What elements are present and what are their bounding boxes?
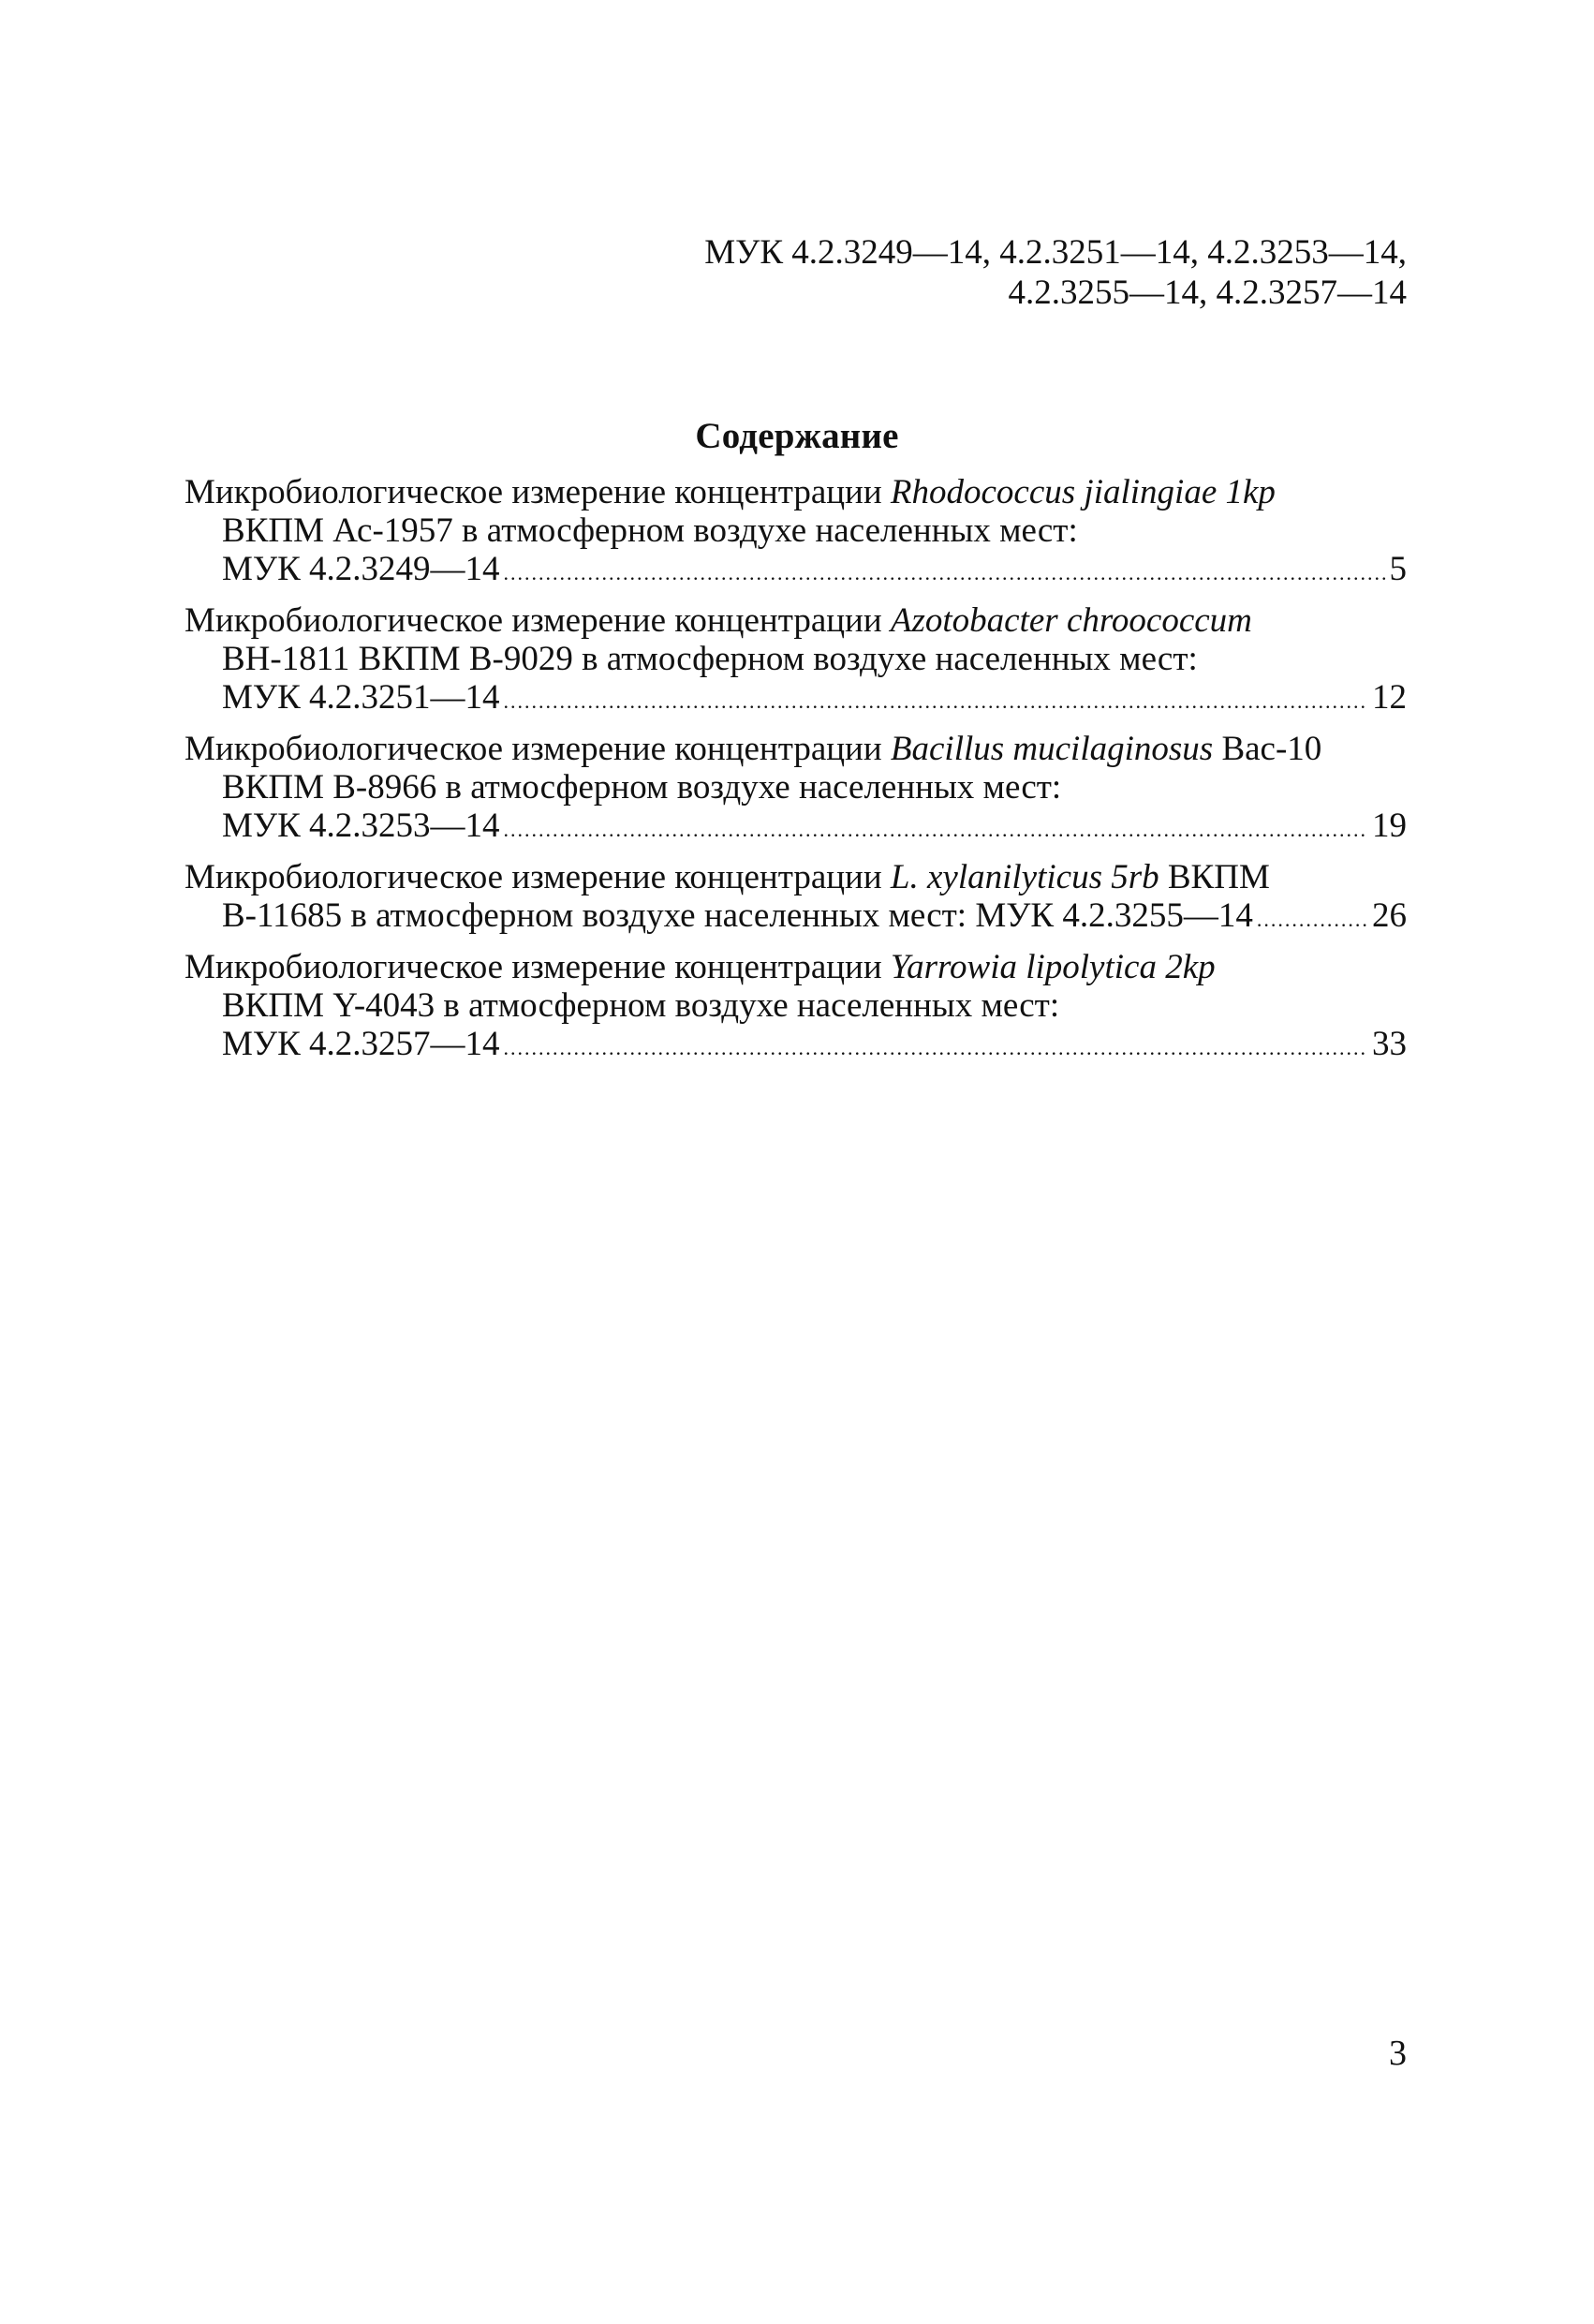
toc-entry-leader-line: [184, 678, 1407, 720]
toc-dot-leader: [504, 682, 1368, 720]
toc-entry-organism: Rhodococcus jialingiae 1kp: [890, 473, 1276, 511]
toc-entry-strain-line: ВН-1811 ВКПМ В-9029 в атмосферном воздухе населенных мест:: [222, 640, 1198, 678]
toc-entry-title-text: Микробиологическое измерение концентрации: [184, 473, 891, 511]
toc-entry-organism: Yarrowia lipolytica 2kp: [890, 948, 1216, 986]
toc-entry-title-text: Микробиологическое измерение концентрации: [184, 730, 891, 768]
toc-entry-title-suffix: ВКПМ: [1159, 858, 1270, 896]
toc-entry-strain-line: ВКПМ Y-4043 в атмосферном воздухе населенных мест:: [222, 986, 1060, 1025]
toc-entry[interactable]: [184, 948, 1407, 1067]
toc-entry[interactable]: [184, 858, 1407, 939]
toc-entry-strain-line: ВКПМ Ас-1957 в атмосферном воздухе населенных мест:: [222, 511, 1078, 550]
toc-entry[interactable]: [184, 473, 1407, 592]
toc-entry-page[interactable]: 26: [1372, 896, 1407, 935]
toc-entry-code: МУК 4.2.3251—14: [222, 678, 500, 717]
toc-entry-code: В-11685 в атмосферном воздухе населенных мест: МУК 4.2.3255—14: [222, 896, 1253, 935]
header-line-2: 4.2.3255—14, 4.2.3257—14: [1008, 274, 1407, 312]
toc-entry-code: МУК 4.2.3253—14: [222, 807, 500, 845]
toc-entry-title-line: [184, 858, 1407, 896]
toc-entry-page[interactable]: 12: [1372, 678, 1407, 717]
toc-title: Содержание: [695, 416, 899, 456]
document-header: [704, 232, 1407, 313]
toc-entry-strain-line: ВКПМ В-8966 в атмосферном воздухе населенных мест:: [222, 768, 1062, 807]
toc-entry-organism: Bacillus mucilaginosus: [890, 730, 1214, 768]
toc-entry-title-line: [184, 730, 1407, 768]
toc-entry-title-line: [184, 601, 1407, 640]
page-number: 3: [1389, 2034, 1407, 2073]
toc-entry-leader-line: [184, 1025, 1407, 1067]
toc-entry-title-line: [184, 473, 1407, 511]
table-of-contents: [184, 473, 1407, 1076]
toc-dot-leader: [1257, 900, 1368, 939]
toc-entry-organism: Azotobacter chroococcum: [890, 601, 1252, 640]
toc-dot-leader: [504, 810, 1368, 849]
toc-entry-title-text: Микробиологическое измерение концентрации: [184, 948, 891, 986]
toc-entry-page[interactable]: 19: [1372, 807, 1407, 845]
toc-dot-leader: [504, 554, 1386, 592]
header-line-1: МУК 4.2.3249—14, 4.2.3251—14, 4.2.3253—14,: [704, 233, 1407, 272]
toc-entry-organism: L. xylanilyticus 5rb: [890, 858, 1159, 896]
toc-entry[interactable]: [184, 601, 1407, 720]
toc-entry-title-suffix: Bac-10: [1213, 730, 1322, 768]
toc-entry[interactable]: [184, 730, 1407, 849]
toc-entry-title-line: [184, 948, 1407, 986]
toc-entry-code: МУК 4.2.3257—14: [222, 1025, 500, 1063]
toc-entry-title-text: Микробиологическое измерение концентрации: [184, 601, 891, 640]
toc-entry-leader-line: [184, 896, 1407, 939]
toc-entry-code: МУК 4.2.3249—14: [222, 550, 500, 588]
toc-entry-leader-line: [184, 550, 1407, 592]
toc-entry-page[interactable]: 5: [1389, 550, 1407, 588]
toc-entry-title-text: Микробиологическое измерение концентрации: [184, 858, 891, 896]
toc-dot-leader: [504, 1029, 1368, 1067]
toc-entry-page[interactable]: 33: [1372, 1025, 1407, 1063]
toc-entry-leader-line: [184, 807, 1407, 849]
